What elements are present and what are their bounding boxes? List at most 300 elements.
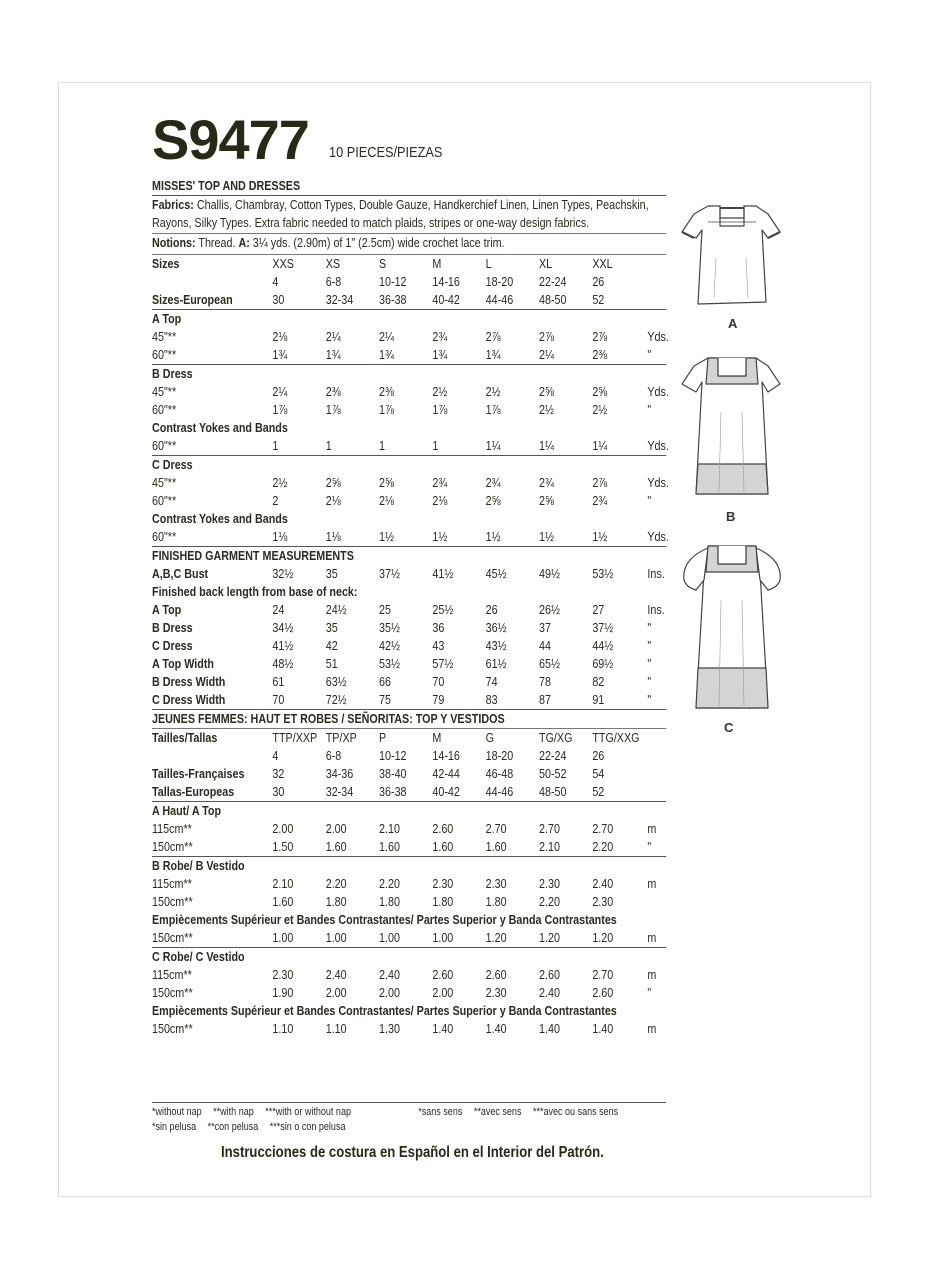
- cell-value: 2.20: [592, 839, 614, 854]
- footnote: *sans sens: [418, 1106, 463, 1118]
- table-row: [152, 601, 666, 619]
- cell-value: 48-50: [539, 784, 567, 799]
- cell-value: 1⅞: [432, 402, 448, 417]
- row-label: 60"**: [152, 529, 177, 544]
- cell-value: 1.40: [539, 1021, 560, 1036]
- cell-value: 1⅛: [325, 529, 341, 544]
- section-heading: C Robe/ C Vestido: [152, 949, 245, 964]
- cell-value: 2½: [272, 475, 288, 490]
- cell-value: L: [485, 256, 492, 271]
- cell-value: 18-20: [485, 748, 514, 763]
- size-row: [152, 729, 666, 747]
- cell-value: 72½: [325, 692, 347, 707]
- size-row: [152, 765, 666, 783]
- cell-value: M: [432, 256, 442, 271]
- cell-value: 6-8: [325, 748, 342, 763]
- unit-label: Yds.: [647, 384, 669, 399]
- cell-value: 2⅞: [592, 329, 608, 344]
- cell-value: TTG/XXG: [592, 730, 640, 745]
- cell-value: 2.60: [592, 985, 614, 1000]
- cell-value: 57½: [432, 656, 454, 671]
- view-c-label: C: [724, 720, 734, 735]
- cell-value: 2.70: [592, 821, 614, 836]
- cell-value: 54: [592, 766, 605, 781]
- cell-value: 2.20: [539, 894, 560, 909]
- cell-value: 2.10: [539, 839, 560, 854]
- cell-value: 82: [592, 674, 605, 689]
- footnotes: [152, 1102, 666, 1135]
- cell-value: 38-40: [379, 766, 407, 781]
- section-subheading: Empiècements Supérieur et Bandes Contrastantes/ Partes Superior y Banda Contrastantes: [152, 1003, 617, 1018]
- footnote: *sin pelusa: [152, 1121, 197, 1133]
- cell-value: 1.30: [379, 1021, 400, 1036]
- row-label: Sizes: [152, 256, 180, 271]
- cell-value: 2⅛: [432, 493, 448, 508]
- cell-value: 2.70: [485, 821, 507, 836]
- table-row: [152, 474, 669, 492]
- cell-value: 2.10: [379, 821, 400, 836]
- cell-value: 79: [432, 692, 445, 707]
- row-label: 150cm**: [152, 1021, 193, 1036]
- section-heading: A Top: [152, 311, 182, 326]
- row-label: 45"**: [152, 329, 177, 344]
- unit-label: Yds.: [647, 529, 669, 544]
- cell-value: 4: [272, 274, 279, 289]
- section-heading: B Dress: [152, 366, 193, 381]
- cell-value: 2¼: [325, 329, 341, 344]
- cell-value: XS: [325, 256, 341, 271]
- cell-value: 4: [272, 748, 279, 763]
- row-label: A Top: [152, 602, 182, 617]
- cell-value: 42½: [379, 638, 400, 653]
- cell-value: 65½: [539, 656, 560, 671]
- cell-value: 1.80: [379, 894, 400, 909]
- cell-value: 69½: [592, 656, 614, 671]
- cell-value: 2¼: [539, 347, 554, 362]
- cell-value: 2.30: [539, 876, 560, 891]
- cell-value: 2¾: [592, 493, 608, 508]
- cell-value: 2.40: [539, 985, 560, 1000]
- cell-value: 2¾: [539, 475, 554, 490]
- pattern-number: S9477: [152, 108, 309, 171]
- cell-value: 2.40: [325, 967, 347, 982]
- table-row: [152, 655, 666, 673]
- cell-value: 10-12: [379, 748, 407, 763]
- cell-value: 36-38: [379, 292, 407, 307]
- table-row: [152, 528, 669, 546]
- cell-value: 1.60: [379, 839, 400, 854]
- cell-value: 35: [325, 566, 338, 581]
- cell-value: 83: [485, 692, 498, 707]
- intl-title: JEUNES FEMMES: HAUT ET ROBES / SEÑORITAS: TOP Y VESTIDOS: [152, 711, 505, 726]
- cell-value: XXS: [272, 256, 294, 271]
- footnote: **with nap: [213, 1106, 254, 1118]
- pattern-info-sheet: [152, 178, 669, 1038]
- unit-label: ": [647, 692, 652, 707]
- piece-count: 10 PIECES/PIEZAS: [329, 144, 443, 161]
- contrast-band: [696, 464, 768, 494]
- spanish-instructions-note: Instrucciones de costura en Español en el Interior del Patrón.: [221, 1144, 604, 1161]
- cell-value: 1.00: [432, 930, 454, 945]
- cell-value: 78: [539, 674, 551, 689]
- cell-value: 40-42: [432, 292, 460, 307]
- cell-value: 14-16: [432, 748, 460, 763]
- row-label: Tailles-Françaises: [152, 766, 245, 781]
- cell-value: 14-16: [432, 274, 460, 289]
- cell-value: TG/XG: [539, 730, 573, 745]
- row-label: B Dress: [152, 620, 193, 635]
- metric-yardage-table: [152, 802, 666, 1038]
- cell-value: 1¾: [272, 347, 288, 362]
- top-body: [682, 206, 780, 304]
- cell-value: 25: [379, 602, 391, 617]
- cell-value: 2.60: [485, 967, 507, 982]
- table-row: [152, 619, 666, 637]
- cell-value: 41½: [432, 566, 454, 581]
- cell-value: 32-34: [325, 292, 354, 307]
- cell-value: 1.60: [432, 839, 454, 854]
- fabrics-label: Fabrics:: [152, 198, 194, 212]
- cell-value: 43½: [485, 638, 507, 653]
- cell-value: 1.60: [272, 894, 294, 909]
- cell-value: 2.20: [379, 876, 400, 891]
- row-label: 60"**: [152, 493, 177, 508]
- cell-value: 1½: [485, 529, 501, 544]
- cell-value: 2⅝: [539, 384, 554, 399]
- cell-value: 2.00: [379, 985, 400, 1000]
- cell-value: 2.30: [485, 985, 507, 1000]
- cell-value: 1⅞: [379, 402, 394, 417]
- cell-value: P: [379, 730, 387, 745]
- unit-label: ": [647, 402, 652, 417]
- row-label: 150cm**: [152, 839, 193, 854]
- table-row: [152, 929, 666, 947]
- cell-value: 44-46: [485, 292, 514, 307]
- cell-value: 26: [592, 748, 605, 763]
- cell-value: 2⅝: [592, 384, 608, 399]
- cell-value: 61: [272, 674, 285, 689]
- cell-value: 1¼: [485, 438, 501, 453]
- footnote: ***avec ou sans sens: [532, 1106, 619, 1118]
- cell-value: 2¼: [272, 384, 288, 399]
- cell-value: 1½: [592, 529, 608, 544]
- cell-value: 48½: [272, 656, 294, 671]
- cell-value: 37½: [592, 620, 614, 635]
- cell-value: 2⅝: [485, 493, 501, 508]
- cell-value: 46-48: [485, 766, 514, 781]
- cell-value: 75: [379, 692, 391, 707]
- cell-value: 26: [592, 274, 605, 289]
- row-label: 115cm**: [152, 967, 192, 982]
- section-subheading: Finished back length from base of neck:: [152, 584, 358, 599]
- cell-value: 2.70: [592, 967, 614, 982]
- section-heading: FINISHED GARMENT MEASUREMENTS: [152, 548, 354, 563]
- english-size-table: [152, 255, 666, 309]
- table-row: [152, 437, 669, 455]
- row-label: Sizes-European: [152, 292, 233, 307]
- contrast-band: [696, 668, 768, 708]
- fabrics-paragraph: [152, 196, 666, 233]
- unit-label: ": [647, 638, 652, 653]
- cell-value: 32½: [272, 566, 294, 581]
- cell-value: 1.80: [325, 894, 347, 909]
- footnote-line-1: [152, 1105, 667, 1120]
- cell-value: 2½: [485, 384, 501, 399]
- cell-value: 34-36: [325, 766, 354, 781]
- cell-value: 30: [272, 292, 285, 307]
- cell-value: 2.30: [592, 894, 614, 909]
- cell-value: 1½: [432, 529, 448, 544]
- unit-label: Yds.: [647, 438, 669, 453]
- cell-value: 2⅛: [272, 329, 288, 344]
- cell-value: 2.40: [379, 967, 400, 982]
- cell-value: 61½: [485, 656, 507, 671]
- cell-value: 2¼: [379, 329, 394, 344]
- row-label: 115cm**: [152, 876, 192, 891]
- row-label: 115cm**: [152, 821, 192, 836]
- cell-value: 22-24: [539, 748, 567, 763]
- cell-value: 36½: [485, 620, 507, 635]
- cell-value: 2⅞: [592, 475, 608, 490]
- row-label: 150cm**: [152, 894, 193, 909]
- cell-value: 27: [592, 602, 605, 617]
- cell-value: 2.00: [432, 985, 454, 1000]
- cell-value: 2½: [539, 402, 554, 417]
- unit-label: m: [647, 967, 657, 982]
- cell-value: 2¾: [432, 329, 448, 344]
- cell-value: 26½: [539, 602, 560, 617]
- footnote-line-2: [152, 1120, 667, 1135]
- unit-label: Yds.: [647, 475, 669, 490]
- table-row: [152, 820, 666, 838]
- cell-value: 1½: [379, 529, 394, 544]
- cell-value: 1¾: [379, 347, 394, 362]
- section-heading: B Robe/ B Vestido: [152, 858, 245, 873]
- cell-value: 24: [272, 602, 285, 617]
- cell-value: 26: [485, 602, 498, 617]
- unit-label: m: [647, 876, 657, 891]
- footnote: ***sin o con pelusa: [269, 1121, 346, 1133]
- section-subheading: Contrast Yokes and Bands: [152, 420, 288, 435]
- cell-value: 40-42: [432, 784, 460, 799]
- footnote: ***with or without nap: [265, 1106, 351, 1118]
- cell-value: 1.00: [272, 930, 294, 945]
- cell-value: 53½: [379, 656, 400, 671]
- cell-value: 42: [325, 638, 338, 653]
- cell-value: 52: [592, 784, 605, 799]
- cell-value: 1.80: [485, 894, 507, 909]
- cell-value: 53½: [592, 566, 614, 581]
- unit-label: Ins.: [647, 602, 665, 617]
- view-a-illustration: [676, 198, 786, 310]
- cell-value: 44½: [592, 638, 614, 653]
- footnote: **avec sens: [473, 1106, 522, 1118]
- table-row: [152, 565, 666, 583]
- cell-value: 2⅞: [539, 329, 554, 344]
- cell-value: 36: [432, 620, 445, 635]
- section-subheading: Contrast Yokes and Bands: [152, 511, 288, 526]
- table-row: [152, 383, 669, 401]
- cell-value: 35½: [379, 620, 400, 635]
- table-row: [152, 328, 669, 346]
- english-yardage-table: [152, 310, 669, 547]
- cell-value: 2: [272, 493, 279, 508]
- section-heading: C Dress: [152, 457, 193, 472]
- cell-value: 25½: [432, 602, 454, 617]
- cell-value: 1: [325, 438, 332, 453]
- cell-value: XL: [539, 256, 553, 271]
- cell-value: 2.00: [325, 821, 347, 836]
- cell-value: 44: [539, 638, 551, 653]
- cell-value: 1.10: [272, 1021, 294, 1036]
- row-label: B Dress Width: [152, 674, 226, 689]
- view-b-illustration: [676, 352, 786, 500]
- cell-value: 2.60: [432, 821, 454, 836]
- cell-value: 10-12: [379, 274, 407, 289]
- cell-value: 32-34: [325, 784, 354, 799]
- cell-value: 2½: [432, 384, 448, 399]
- unit-label: ": [647, 839, 652, 854]
- cell-value: 2.30: [432, 876, 454, 891]
- cell-value: 2.30: [485, 876, 507, 891]
- cell-value: 70: [432, 674, 445, 689]
- cell-value: 1.80: [432, 894, 454, 909]
- notions-a-label: A:: [238, 236, 250, 250]
- cell-value: 48-50: [539, 292, 567, 307]
- footnote: *without nap: [152, 1106, 202, 1118]
- cell-value: 37½: [379, 566, 400, 581]
- cell-value: 2¾: [485, 475, 501, 490]
- cell-value: 49½: [539, 566, 560, 581]
- cell-value: 1.60: [325, 839, 347, 854]
- row-label: [152, 273, 272, 291]
- cell-value: 51: [325, 656, 338, 671]
- cell-value: 87: [539, 692, 551, 707]
- cell-value: 91: [592, 692, 605, 707]
- cell-value: 2⅜: [325, 384, 341, 399]
- section-subheading: Empiècements Supérieur et Bandes Contrastantes/ Partes Superior y Banda Contrastantes: [152, 912, 617, 927]
- cell-value: 1.40: [432, 1021, 454, 1036]
- unit-label: Ins.: [647, 566, 665, 581]
- cell-value: 63½: [325, 674, 347, 689]
- cell-value: 2⅜: [592, 347, 608, 362]
- row-label: Tailles/Tallas: [152, 730, 218, 745]
- cell-value: 30: [272, 784, 285, 799]
- table-row: [152, 346, 666, 364]
- cell-value: 1.50: [272, 839, 294, 854]
- cell-value: 2⅝: [379, 475, 394, 490]
- pattern-title: MISSES' TOP AND DRESSES: [152, 179, 301, 193]
- cell-value: 2.60: [539, 967, 560, 982]
- table-row: [152, 673, 666, 691]
- cell-value: 37: [539, 620, 551, 635]
- cell-value: 2.60: [432, 967, 454, 982]
- cell-value: TP/XP: [325, 730, 357, 745]
- notions-paragraph: [152, 234, 666, 254]
- footnote: **con pelusa: [207, 1121, 259, 1133]
- cell-value: 32: [272, 766, 285, 781]
- cell-value: 41½: [272, 638, 294, 653]
- row-label: C Dress Width: [152, 692, 226, 707]
- cell-value: 2.00: [325, 985, 347, 1000]
- cell-value: 1.60: [485, 839, 507, 854]
- table-row: [152, 492, 666, 510]
- cell-value: 6-8: [325, 274, 342, 289]
- cell-value: 1.10: [325, 1021, 347, 1036]
- size-row: [152, 291, 666, 309]
- cell-value: 1¼: [592, 438, 608, 453]
- cell-value: 2⅝: [539, 493, 554, 508]
- table-row: [152, 893, 666, 911]
- cell-value: 2.20: [325, 876, 347, 891]
- unit-label: ": [647, 985, 652, 1000]
- cell-value: 34½: [272, 620, 294, 635]
- size-row: [152, 273, 666, 291]
- unit-label: Yds.: [647, 329, 669, 344]
- unit-label: ": [647, 493, 652, 508]
- unit-label: m: [647, 1021, 657, 1036]
- cell-value: 2.10: [272, 876, 294, 891]
- row-label: A,B,C Bust: [152, 566, 209, 581]
- view-c-illustration: [676, 540, 786, 712]
- cell-value: 2⅞: [485, 329, 501, 344]
- view-b-label: B: [726, 509, 736, 524]
- unit-label: m: [647, 930, 657, 945]
- unit-label: ": [647, 347, 652, 362]
- cell-value: 1: [272, 438, 279, 453]
- cell-value: 2½: [592, 402, 608, 417]
- row-label: 60"**: [152, 402, 177, 417]
- cell-value: 1¼: [539, 438, 554, 453]
- cell-value: M: [432, 730, 442, 745]
- cell-value: G: [485, 730, 495, 745]
- cell-value: 45½: [485, 566, 507, 581]
- cell-value: 1⅛: [272, 529, 288, 544]
- cell-value: 1.00: [325, 930, 347, 945]
- table-row: [152, 875, 666, 893]
- notions-a-text: 3¼ yds. (2.90m) of 1" (2.5cm) wide crochet lace trim.: [252, 236, 505, 250]
- cell-value: 1⅞: [272, 402, 288, 417]
- unit-label: ": [647, 674, 652, 689]
- unit-label: ": [647, 620, 652, 635]
- cell-value: 24½: [325, 602, 347, 617]
- view-a-label: A: [728, 316, 738, 331]
- cell-value: 52: [592, 292, 605, 307]
- cell-value: 2⅛: [379, 493, 394, 508]
- unit-label: [646, 893, 682, 911]
- intl-size-table: [152, 729, 666, 801]
- notions-label: Notions:: [152, 236, 196, 250]
- size-row: [152, 255, 666, 273]
- row-label: 60"**: [152, 438, 177, 453]
- size-row: [152, 747, 666, 765]
- cell-value: 1.00: [379, 930, 400, 945]
- cell-value: 2.30: [272, 967, 294, 982]
- table-row: [152, 984, 666, 1002]
- cell-value: 1½: [539, 529, 554, 544]
- cell-value: 1¾: [432, 347, 448, 362]
- cell-value: 1¾: [485, 347, 501, 362]
- cell-value: 2⅜: [379, 384, 394, 399]
- section-heading: A Haut/ A Top: [152, 803, 222, 818]
- cell-value: 1.20: [485, 930, 507, 945]
- cell-value: 2.40: [592, 876, 614, 891]
- cell-value: S: [379, 256, 387, 271]
- cell-value: 18-20: [485, 274, 514, 289]
- cell-value: 1.20: [592, 930, 614, 945]
- row-label: A Top Width: [152, 656, 215, 671]
- cell-value: 2.00: [272, 821, 294, 836]
